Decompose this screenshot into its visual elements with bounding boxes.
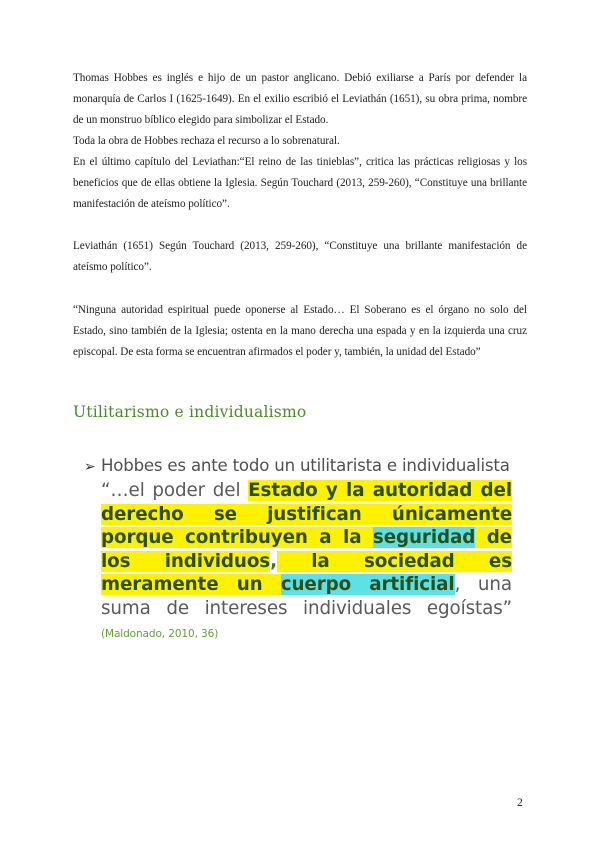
- callout-quote: [101, 479, 512, 647]
- callout-bullet: [84, 454, 514, 479]
- callout-bullet-text: Hobbes es ante todo un utilitarista e individualista: [101, 456, 510, 475]
- quote-rest: , una suma de intereses individuales egoístas”: [101, 574, 513, 619]
- intro-text-last-chapter: En el último capítulo del Leviathan:“El reino de las tinieblas”, critica las prácticas religiosas y los beneficios que de ellas obtiene la Iglesia. Según Touchard (2013, 259-260), “Constituye una brillante manifestación de ateísmo político”.: [73, 156, 527, 210]
- quote-paragraph: [73, 300, 527, 363]
- comma: ,: [270, 550, 277, 572]
- intro-text-supernatural: Toda la obra de Hobbes rechaza el recurso a lo sobrenatural.: [73, 135, 340, 147]
- highlight-estado: Estado y la autoridad del derecho se justifican únicamente porque contribuyen a la: [101, 480, 512, 548]
- quote-open: “…el poder del: [101, 480, 249, 501]
- intro-paragraph: [73, 68, 527, 215]
- leviathan-paragraph: [73, 236, 527, 278]
- quote-text: “Ninguna autoridad espiritual puede oponerse al Estado… El Soberano es el órgano no solo del Estado, sino también de la Iglesia; ostenta en la mano derecha una espada y en la izquierda una cruz episcopal. De esta forma se encuentran afirmados el poder y, también, la unidad del Estado”: [73, 304, 527, 358]
- highlight-sociedad: la sociedad es meramente un: [101, 550, 512, 595]
- slide-callout: [84, 454, 514, 647]
- highlight-cuerpo-artificial: cuerpo artificial: [280, 574, 455, 595]
- highlight-seguridad: seguridad: [372, 527, 476, 548]
- arrow-bullet-icon: ➢: [84, 459, 96, 475]
- section-heading: Utilitarismo e individualismo: [73, 403, 307, 421]
- page-number: 2: [517, 797, 523, 809]
- leviathan-text: Leviathán (1651) Según Touchard (2013, 259-260), “Constituye una brillante manifestación de ateísmo político”.: [73, 240, 527, 273]
- intro-text-exile: Thomas Hobbes es inglés e hijo de un pastor anglicano. Debió exiliarse a París por defender la monarquía de Carlos I (1625-1649). En el exilio escribió el Leviathán (1651), su obra prima, nombre de un monstruo bíblico elegido para simbolizar el Estado.: [73, 72, 527, 126]
- quote-citation: (Maldonado, 2010, 36): [101, 628, 219, 640]
- highlight-individuos: de los individuos: [101, 527, 512, 572]
